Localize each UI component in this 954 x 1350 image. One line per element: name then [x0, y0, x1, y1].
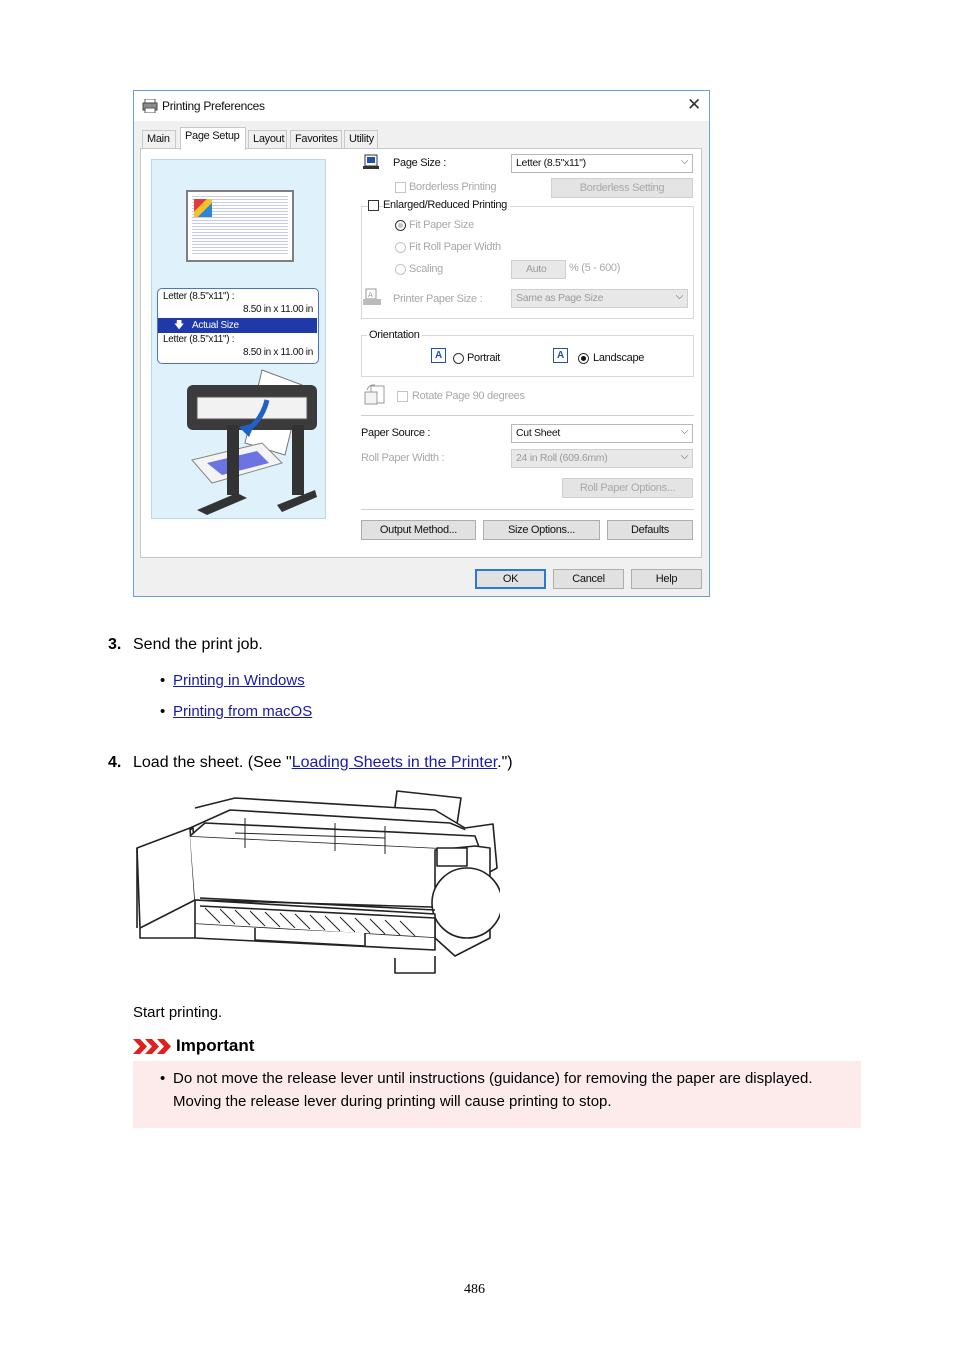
link-loading-sheets[interactable]: Loading Sheets in the Printer — [291, 754, 498, 771]
page-size-value: Letter (8.5"x11") — [516, 157, 586, 169]
landscape-label: Landscape — [593, 352, 645, 364]
page-size-icon — [363, 154, 379, 170]
enlarged-label: Enlarged/Reduced Printing — [383, 199, 510, 211]
page-number: 486 — [464, 1282, 485, 1297]
roll-width-value: 24 in Roll (609.6mm) — [516, 452, 608, 464]
tab-favorites[interactable]: Favorites — [290, 130, 342, 149]
chevron-down-icon: ⌵ — [675, 291, 683, 302]
printer-paper-size-select[interactable] — [511, 289, 688, 308]
landscape-orientation-icon: A — [553, 348, 568, 363]
roll-width-label: Roll Paper Width : — [361, 452, 445, 464]
roll-paper-options-button[interactable]: Roll Paper Options... — [562, 478, 693, 498]
page-size-dims: 8.50 in x 11.00 in — [242, 304, 313, 315]
chevron-down-icon: ⌵ — [680, 426, 688, 437]
ok-button[interactable]: OK — [475, 569, 546, 589]
roll-width-select[interactable] — [511, 449, 693, 468]
actual-size-label: Actual Size — [192, 320, 239, 331]
paper-source-select[interactable] — [511, 424, 693, 443]
tab-utility[interactable]: Utility — [344, 130, 378, 149]
bullet-icon: • — [160, 672, 166, 689]
important-text-line2: Moving the release lever during printing will cause printing to stop. — [173, 1093, 612, 1110]
printing-preferences-dialog — [133, 90, 710, 597]
link-printing-windows[interactable]: Printing in Windows — [173, 672, 305, 689]
paper-source-label: Paper Source : — [361, 427, 431, 439]
important-box — [133, 1061, 861, 1128]
scaling-input[interactable] — [511, 260, 566, 279]
rotate-page-label: Rotate Page 90 degrees — [412, 390, 525, 402]
fit-paper-size-radio[interactable] — [395, 220, 406, 231]
caption: Start printing. — [133, 1004, 223, 1021]
rotate-page-icon — [363, 382, 387, 406]
printer-paper-size-value: Same as Page Size — [516, 292, 604, 304]
output-method-button[interactable]: Output Method... — [361, 520, 476, 540]
step-3-text: Send the print job. — [133, 636, 263, 653]
landscape-radio[interactable] — [578, 353, 589, 364]
enlarged-checkbox[interactable] — [368, 200, 379, 211]
important-arrows-icon — [133, 1038, 173, 1055]
scaling-radio[interactable] — [395, 264, 406, 275]
printer-illustration — [167, 365, 317, 515]
printer-icon — [142, 99, 158, 113]
arrow-down-icon: 🡇 — [174, 320, 184, 331]
scaling-range: % (5 - 600) — [569, 262, 621, 274]
printer-loading-illustration — [135, 788, 500, 978]
fit-roll-width-label: Fit Roll Paper Width — [409, 241, 501, 253]
page-size-label: Page Size : — [393, 157, 446, 169]
step-3-number: 3. — [108, 636, 122, 653]
borderless-label: Borderless Printing — [409, 181, 497, 193]
printer-paper-size-label: Printer Paper Size : — [393, 293, 483, 305]
chevron-down-icon: ⌵ — [680, 156, 688, 167]
scaling-value: Auto — [526, 263, 547, 275]
bullet-icon: • — [160, 1070, 166, 1087]
paper-size-info — [157, 288, 319, 364]
fit-paper-size-label: Fit Paper Size — [409, 219, 474, 231]
page-size-select[interactable] — [511, 154, 693, 173]
portrait-radio[interactable] — [453, 353, 464, 364]
fit-roll-width-radio[interactable] — [395, 242, 406, 253]
important-heading: Important — [176, 1036, 255, 1055]
link-printing-macos[interactable]: Printing from macOS — [173, 703, 313, 720]
printer-size-dims: 8.50 in x 11.00 in — [242, 347, 313, 358]
borderless-setting-button[interactable]: Borderless Setting — [551, 178, 693, 198]
tab-layout[interactable]: Layout — [248, 130, 287, 149]
page-preview-image — [186, 190, 294, 262]
page-setup-panel — [140, 148, 702, 558]
borderless-checkbox[interactable] — [395, 182, 406, 193]
divider — [361, 509, 694, 510]
paper-source-value: Cut Sheet — [516, 427, 560, 439]
step-4-number: 4. — [108, 754, 122, 771]
tab-main[interactable]: Main — [142, 130, 176, 149]
svg-text:A: A — [368, 292, 373, 299]
important-text-line1: Do not move the release lever until instructions (guidance) for removing the paper are displayed. — [173, 1070, 813, 1087]
dialog-title: Printing Preferences — [162, 99, 265, 113]
printer-paper-size-icon — [363, 288, 381, 306]
scaling-label: Scaling — [409, 263, 443, 275]
bullet-icon: • — [160, 703, 166, 720]
actual-size-bar — [158, 318, 317, 333]
defaults-button[interactable]: Defaults — [607, 520, 693, 540]
chevron-down-icon: ⌵ — [680, 451, 688, 462]
step-4-text — [133, 754, 513, 772]
cancel-button[interactable]: Cancel — [553, 569, 624, 589]
size-options-button[interactable]: Size Options... — [483, 520, 600, 540]
orientation-label: Orientation — [369, 329, 420, 341]
rotate-page-checkbox[interactable] — [397, 391, 408, 402]
tab-page-setup[interactable]: Page Setup — [180, 127, 246, 150]
divider — [361, 415, 694, 416]
step-4-text-before: Load the sheet. (See " — [133, 754, 292, 771]
settings-preview — [151, 159, 326, 519]
dialog-titlebar — [134, 91, 709, 121]
portrait-label: Portrait — [467, 352, 501, 364]
page-size-line: Letter (8.5"x11") : — [163, 291, 235, 302]
close-icon[interactable]: ✕ — [687, 95, 701, 114]
portrait-orientation-icon: A — [431, 348, 446, 363]
step-4-text-after: .") — [497, 754, 513, 771]
help-button[interactable]: Help — [631, 569, 702, 589]
printer-size-line: Letter (8.5"x11") : — [163, 334, 235, 345]
